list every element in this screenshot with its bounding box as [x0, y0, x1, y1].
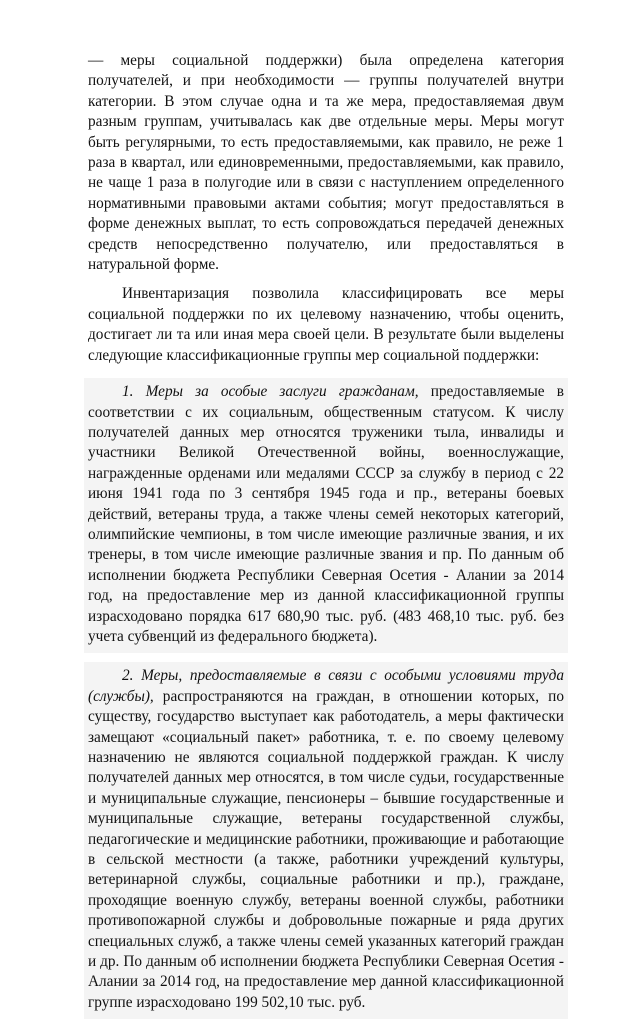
- group-1-heading: 1. Меры за особые заслуги гражданам,: [122, 383, 419, 401]
- document-page: [88, 51, 564, 1019]
- highlighted-block-2: [84, 662, 568, 1019]
- group-2-heading: 2. Меры, предоставляемые в связи с особыми условиями труда (службы),: [88, 667, 564, 705]
- paragraph-inventory: Инвентаризация позволила классифицировать все меры социальной поддержки по их целевому назначению, чтобы оценить, достигает ли та или иная мера своей цели. В результате были выделены следующие классификационные группы мер социальной поддержки:: [88, 285, 564, 364]
- group-1-body: предоставляемые в соответствии с их социальным, общественным статусом. К числу получателей данных мер относятся труженики тыла, инвалиды и участники Великой Отечественной войны, военнослужащие, награжденные орденами или медалями СССР за службу в период с 22 июня 1941 года по 3 сентября 1945 года и пр., ветераны боевых действий, ветераны труда, а также члены семей некоторых категорий, олимпийские чемпионы, в том числе имеющие различные звания, и их тренеры, в том числе имеющие различные звания и пр. По данным об исполнении бюджета Республики Северная Осетия - Алании за 2014 год, на предоставление мер из данной классификационной группы израсходовано порядка 617 680,90 тыс. руб. (483 468,10 тыс. руб. без учета субвенций из федерального бюджета).: [88, 383, 564, 645]
- paragraph-group-1: [88, 382, 564, 647]
- paragraph-intro: — меры социальной поддержки) была определена категория получателей, и при необходимости — группы получателей внутри категории. В этом случае одна и та же мера, предоставляемая двум разным группам, учитывалась как две отдельные меры. Меры могут быть регулярными, то есть предоставляемыми, как правило, не реже 1 раза в квартал, или единовременными, предоставляемыми, как правило, не чаще 1 раза в полугодие или в связи с наступлением определенного нормативными правовыми актами события; могут предоставляться в форме денежных выплат, то есть сопровождаться передачей денежных средств непосредственно получателю, или предоставляться в натуральной форме.: [88, 52, 564, 274]
- group-2-body: распространяются на граждан, в отношении которых, по существу, государство выступает как работодатель, а меры фактически замещают «социальный пакет» работника, т. е. по своему целевому назначению не являются социальной поддержкой граждан. К числу получателей данных мер относятся, в том числе судьи, государственные и муниципальные служащие, пенсионеры – бывшие государственные и муниципальные служащие, ветераны государственной службы, педагогические и медицинские работники, проживающие и работающие в сельской местности (а также, работники учреждений культуры, ветеринарной службы, социальные работники и пр.), граждане, проходящие военную службу, ветераны военной службы, работники противопожарной службы и добровольные пожарные и ряда других специальных служб, а также члены семей указанных категорий граждан и др. По данным об исполнении бюджета Республики Северная Осетия - Алании за 2014 год, на предоставление мер данной классификационной группе израсходовано 199 502,10 тыс. руб.: [88, 687, 564, 1011]
- paragraph-group-2: [88, 666, 564, 1013]
- highlighted-block-1: [84, 378, 568, 653]
